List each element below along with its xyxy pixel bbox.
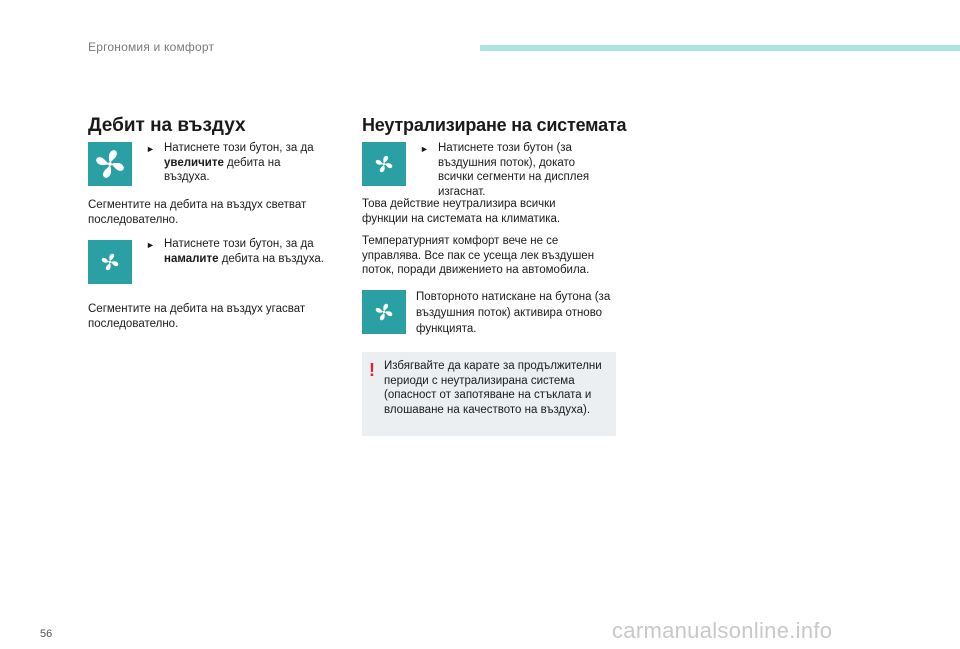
step-increase: ► Натиснете този бутон, за да увеличите дебита на въздуха. — [146, 142, 314, 183]
page-number: 56 — [40, 628, 53, 640]
fan-off-button — [362, 142, 406, 186]
header-accent-bar — [480, 45, 960, 51]
step-decrease: ► Натиснете този бутон, за да намалите дебита на въздуха. — [146, 238, 324, 265]
triangle-bullet-icon: ► — [146, 144, 155, 154]
fan-icon — [95, 149, 125, 179]
heading-air-flow: Дебит на въздух — [88, 115, 246, 136]
watermark: carmanualsonline.info — [612, 618, 833, 643]
paragraph-comfort: Температурният комфорт вече не се управлява. Все пак се усеща лек въздушен поток, поради движението на автомобила. — [362, 235, 595, 276]
triangle-bullet-icon: ► — [146, 240, 155, 250]
paragraph-segments-off: Сегментите на дебита на въздух угасват последователно. — [88, 303, 306, 330]
heading-system-off: Неутрализиране на системата — [362, 115, 627, 135]
paragraph-deactivates: Това действие неутрализира всички функции на системата на климатика. — [362, 198, 561, 225]
step-system-off: ► Натиснете този бутон (за въздушния поток), докато всички сегменти на дисплея изгаснат. — [420, 142, 590, 198]
paragraph-reactivate: Повторното натискане на бутона (за въздушния поток) активира отново функцията. — [416, 291, 611, 335]
triangle-bullet-icon: ► — [420, 144, 429, 154]
paragraph-segments-on: Сегментите на дебита на въздух светват последователно. — [88, 199, 307, 226]
fan-reactivate-button — [362, 290, 406, 334]
section-header: Ергономия и комфорт — [88, 40, 215, 54]
warning-text: Избягвайте да карате за продължителни периоди с неутрализирана система (опасност от запотяване на стъклата и влошаване на качеството на въздуха). — [384, 360, 602, 416]
fan-decrease-button — [88, 240, 132, 284]
fan-icon — [375, 155, 393, 173]
fan-icon — [375, 303, 393, 321]
fan-increase-button — [88, 142, 132, 186]
fan-icon — [101, 253, 119, 271]
exclamation-icon: ! — [369, 360, 375, 380]
